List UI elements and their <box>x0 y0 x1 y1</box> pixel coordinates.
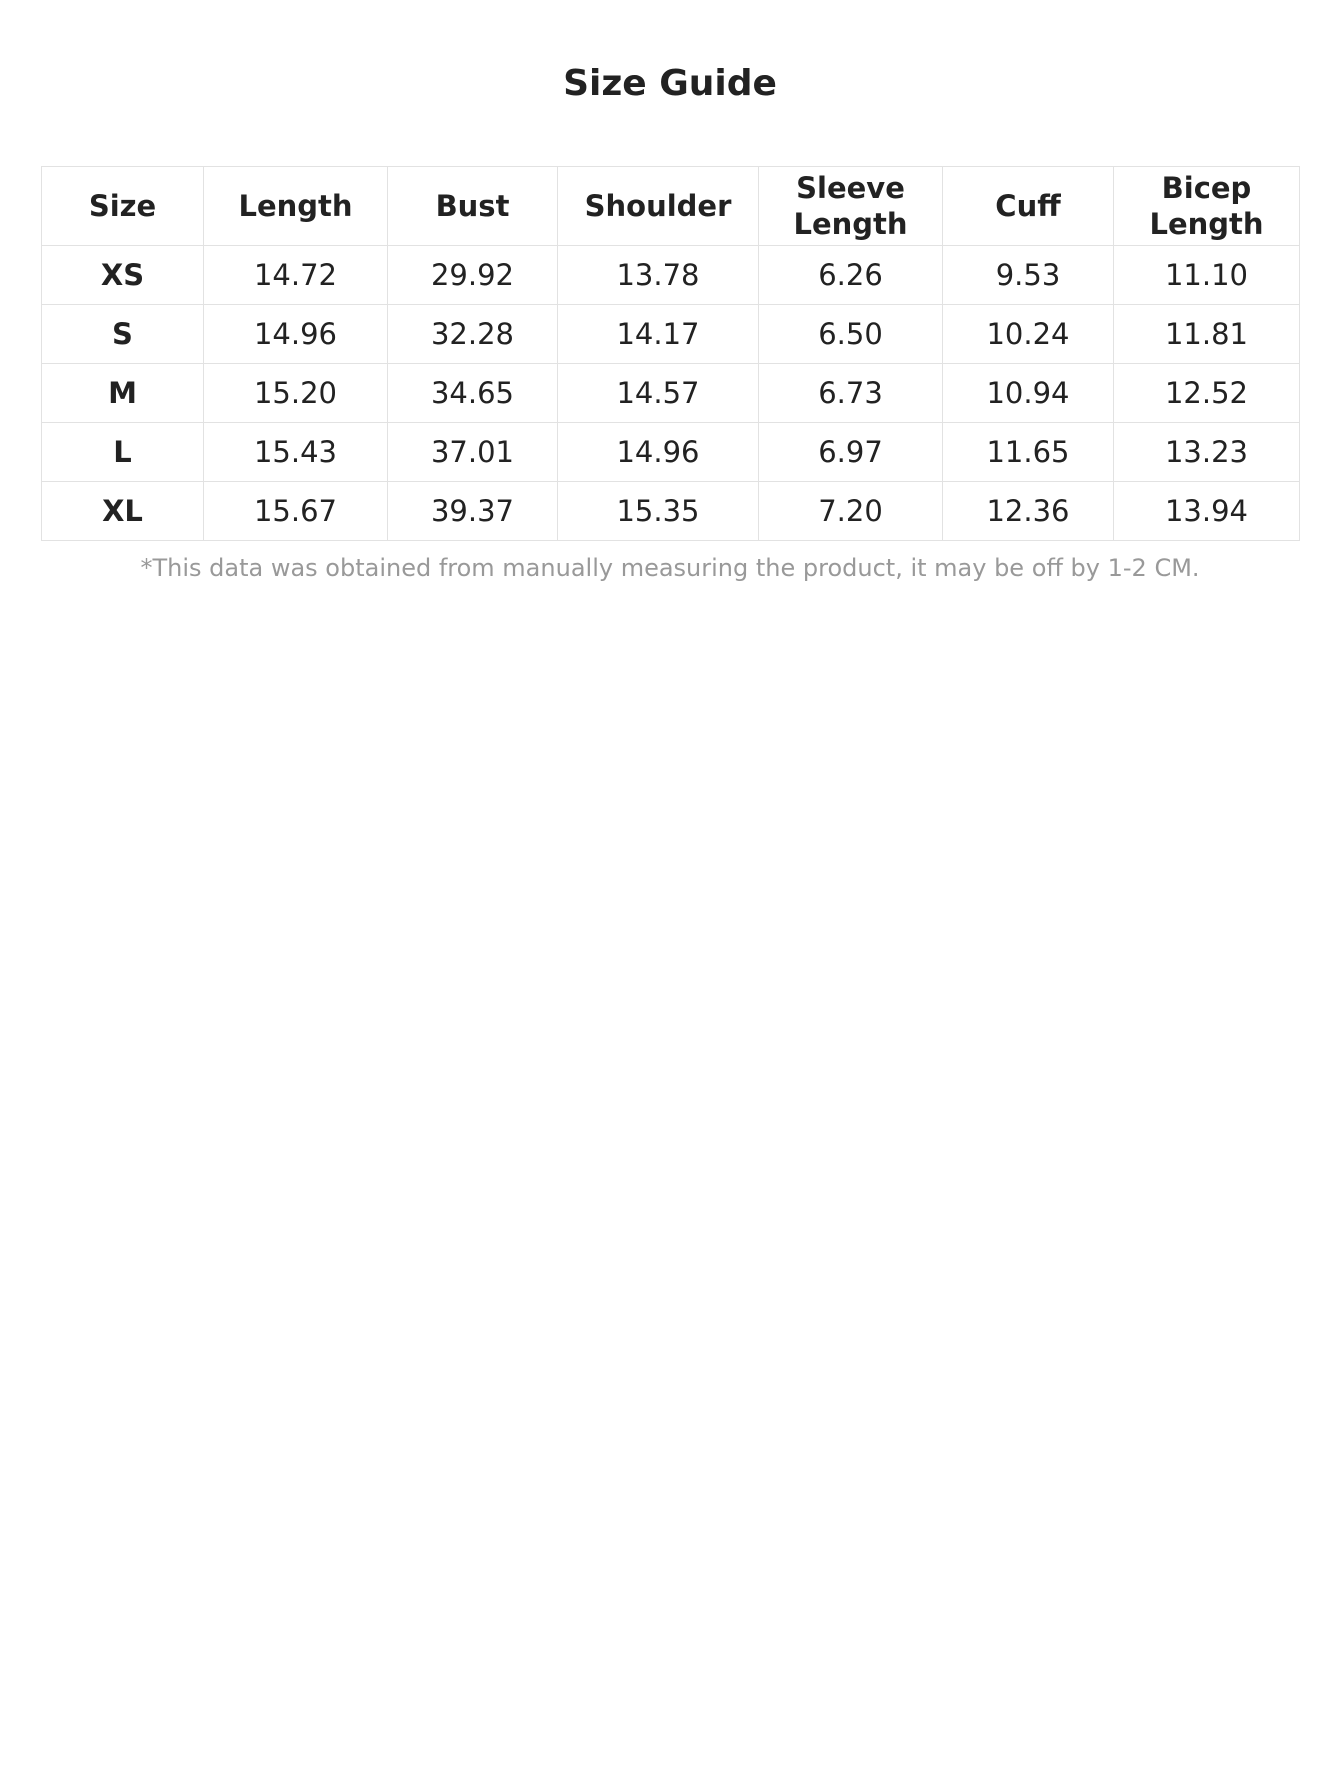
sleeve-length-cell: 6.50 <box>759 305 943 364</box>
cuff-cell: 10.94 <box>943 364 1114 423</box>
length-cell: 15.20 <box>204 364 388 423</box>
page-title: Size Guide <box>563 63 777 104</box>
length-cell: 15.67 <box>204 482 388 541</box>
table-row <box>42 482 1300 541</box>
length-cell: 14.72 <box>204 246 388 305</box>
column-header-shoulder: Shoulder <box>558 167 759 246</box>
column-header-bicep-length: Bicep Length <box>1114 167 1300 246</box>
column-header-length: Length <box>204 167 388 246</box>
column-header-cuff: Cuff <box>943 167 1114 246</box>
table-row <box>42 246 1300 305</box>
length-cell: 14.96 <box>204 305 388 364</box>
measurement-disclaimer: *This data was obtained from manually measuring the product, it may be off by 1-2 CM. <box>140 554 1200 582</box>
table-header-row <box>42 167 1300 246</box>
bust-cell: 34.65 <box>388 364 558 423</box>
size-cell: M <box>42 364 204 423</box>
size-cell: S <box>42 305 204 364</box>
cuff-cell: 12.36 <box>943 482 1114 541</box>
bicep-length-cell: 13.23 <box>1114 423 1300 482</box>
bust-cell: 37.01 <box>388 423 558 482</box>
size-guide-table <box>41 166 1300 541</box>
column-header-sleeve-length: Sleeve Length <box>759 167 943 246</box>
column-header-bust: Bust <box>388 167 558 246</box>
table-row <box>42 423 1300 482</box>
column-header-size: Size <box>42 167 204 246</box>
bicep-length-cell: 11.10 <box>1114 246 1300 305</box>
cuff-cell: 9.53 <box>943 246 1114 305</box>
sleeve-length-cell: 7.20 <box>759 482 943 541</box>
size-cell: L <box>42 423 204 482</box>
bicep-length-cell: 13.94 <box>1114 482 1300 541</box>
size-cell: XL <box>42 482 204 541</box>
bicep-length-cell: 12.52 <box>1114 364 1300 423</box>
sleeve-length-cell: 6.97 <box>759 423 943 482</box>
shoulder-cell: 15.35 <box>558 482 759 541</box>
bicep-length-cell: 11.81 <box>1114 305 1300 364</box>
size-cell: XS <box>42 246 204 305</box>
bust-cell: 39.37 <box>388 482 558 541</box>
sleeve-length-cell: 6.26 <box>759 246 943 305</box>
shoulder-cell: 14.57 <box>558 364 759 423</box>
sleeve-length-cell: 6.73 <box>759 364 943 423</box>
table-row <box>42 305 1300 364</box>
bust-cell: 29.92 <box>388 246 558 305</box>
bust-cell: 32.28 <box>388 305 558 364</box>
shoulder-cell: 13.78 <box>558 246 759 305</box>
shoulder-cell: 14.96 <box>558 423 759 482</box>
table-row <box>42 364 1300 423</box>
length-cell: 15.43 <box>204 423 388 482</box>
shoulder-cell: 14.17 <box>558 305 759 364</box>
cuff-cell: 11.65 <box>943 423 1114 482</box>
cuff-cell: 10.24 <box>943 305 1114 364</box>
